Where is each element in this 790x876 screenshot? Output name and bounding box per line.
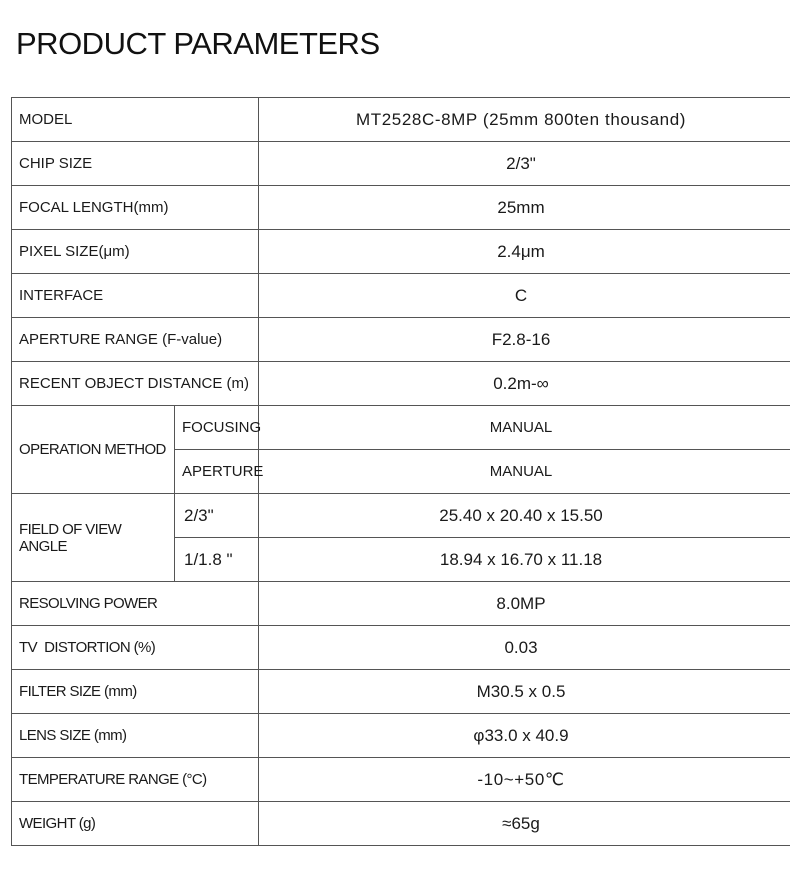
focusing-value: MANUAL bbox=[259, 406, 790, 450]
page-title: PRODUCT PARAMETERS bbox=[16, 26, 380, 61]
resolving-power-label: RESOLVING POWER bbox=[12, 582, 259, 626]
object-distance-label: RECENT OBJECT DISTANCE (m) bbox=[12, 362, 259, 406]
temperature-range-value: -10~+50℃ bbox=[259, 758, 790, 802]
object-distance-value: 0.2m-∞ bbox=[259, 362, 790, 406]
weight-label: WEIGHT (g) bbox=[12, 802, 259, 846]
chip-size-label: CHIP SIZE bbox=[12, 142, 259, 186]
table-row-filter-size bbox=[12, 670, 790, 714]
table-row-weight bbox=[12, 802, 790, 846]
focusing-label: FOCUSING bbox=[175, 406, 259, 450]
fov-sub2-value: 18.94 x 16.70 x 11.18 bbox=[259, 538, 790, 582]
resolving-power-value: 8.0MP bbox=[259, 582, 790, 626]
lens-size-value: φ33.0 x 40.9 bbox=[259, 714, 790, 758]
model-label: MODEL bbox=[12, 98, 259, 142]
table-row-temperature-range bbox=[12, 758, 790, 802]
table-row-model bbox=[12, 98, 790, 142]
chip-size-value: 2/3" bbox=[259, 142, 790, 186]
focal-length-value: 25mm bbox=[259, 186, 790, 230]
table-row-operation-focusing bbox=[12, 406, 790, 450]
pixel-size-label: PIXEL SIZE(μm) bbox=[12, 230, 259, 274]
tv-distortion-value: 0.03 bbox=[259, 626, 790, 670]
weight-value: ≈65g bbox=[259, 802, 790, 846]
aperture-label: APERTURE bbox=[175, 450, 259, 494]
filter-size-value: M30.5 x 0.5 bbox=[259, 670, 790, 714]
table-row-tv-distortion bbox=[12, 626, 790, 670]
fov-sub1-label: 2/3" bbox=[175, 494, 259, 538]
operation-method-label: OPERATION METHOD bbox=[12, 406, 175, 494]
interface-value: C bbox=[259, 274, 790, 318]
fov-sub1-value: 25.40 x 20.40 x 15.50 bbox=[259, 494, 790, 538]
table-row-fov-sub1 bbox=[12, 494, 790, 538]
interface-label: INTERFACE bbox=[12, 274, 259, 318]
table-row-chip-size bbox=[12, 142, 790, 186]
aperture-value: MANUAL bbox=[259, 450, 790, 494]
temperature-range-label: TEMPERATURE RANGE (°C) bbox=[12, 758, 259, 802]
aperture-range-label: APERTURE RANGE (F-value) bbox=[12, 318, 259, 362]
focal-length-label: FOCAL LENGTH(mm) bbox=[12, 186, 259, 230]
aperture-range-value: F2.8-16 bbox=[259, 318, 790, 362]
table-row-object-distance bbox=[12, 362, 790, 406]
fov-sub2-label: 1/1.8 " bbox=[175, 538, 259, 582]
table-row-pixel-size bbox=[12, 230, 790, 274]
table-row-aperture-range bbox=[12, 318, 790, 362]
parameters-table bbox=[11, 97, 790, 846]
field-of-view-label: FIELD OF VIEW ANGLE bbox=[12, 494, 175, 582]
table-row-interface bbox=[12, 274, 790, 318]
table-row-resolving-power bbox=[12, 582, 790, 626]
lens-size-label: LENS SIZE (mm) bbox=[12, 714, 259, 758]
pixel-size-value: 2.4μm bbox=[259, 230, 790, 274]
tv-distortion-label: TV DISTORTION (%) bbox=[12, 626, 259, 670]
filter-size-label: FILTER SIZE (mm) bbox=[12, 670, 259, 714]
table-row-focal-length bbox=[12, 186, 790, 230]
model-value: MT2528C-8MP (25mm 800ten thousand) bbox=[259, 98, 790, 142]
table-row-lens-size bbox=[12, 714, 790, 758]
